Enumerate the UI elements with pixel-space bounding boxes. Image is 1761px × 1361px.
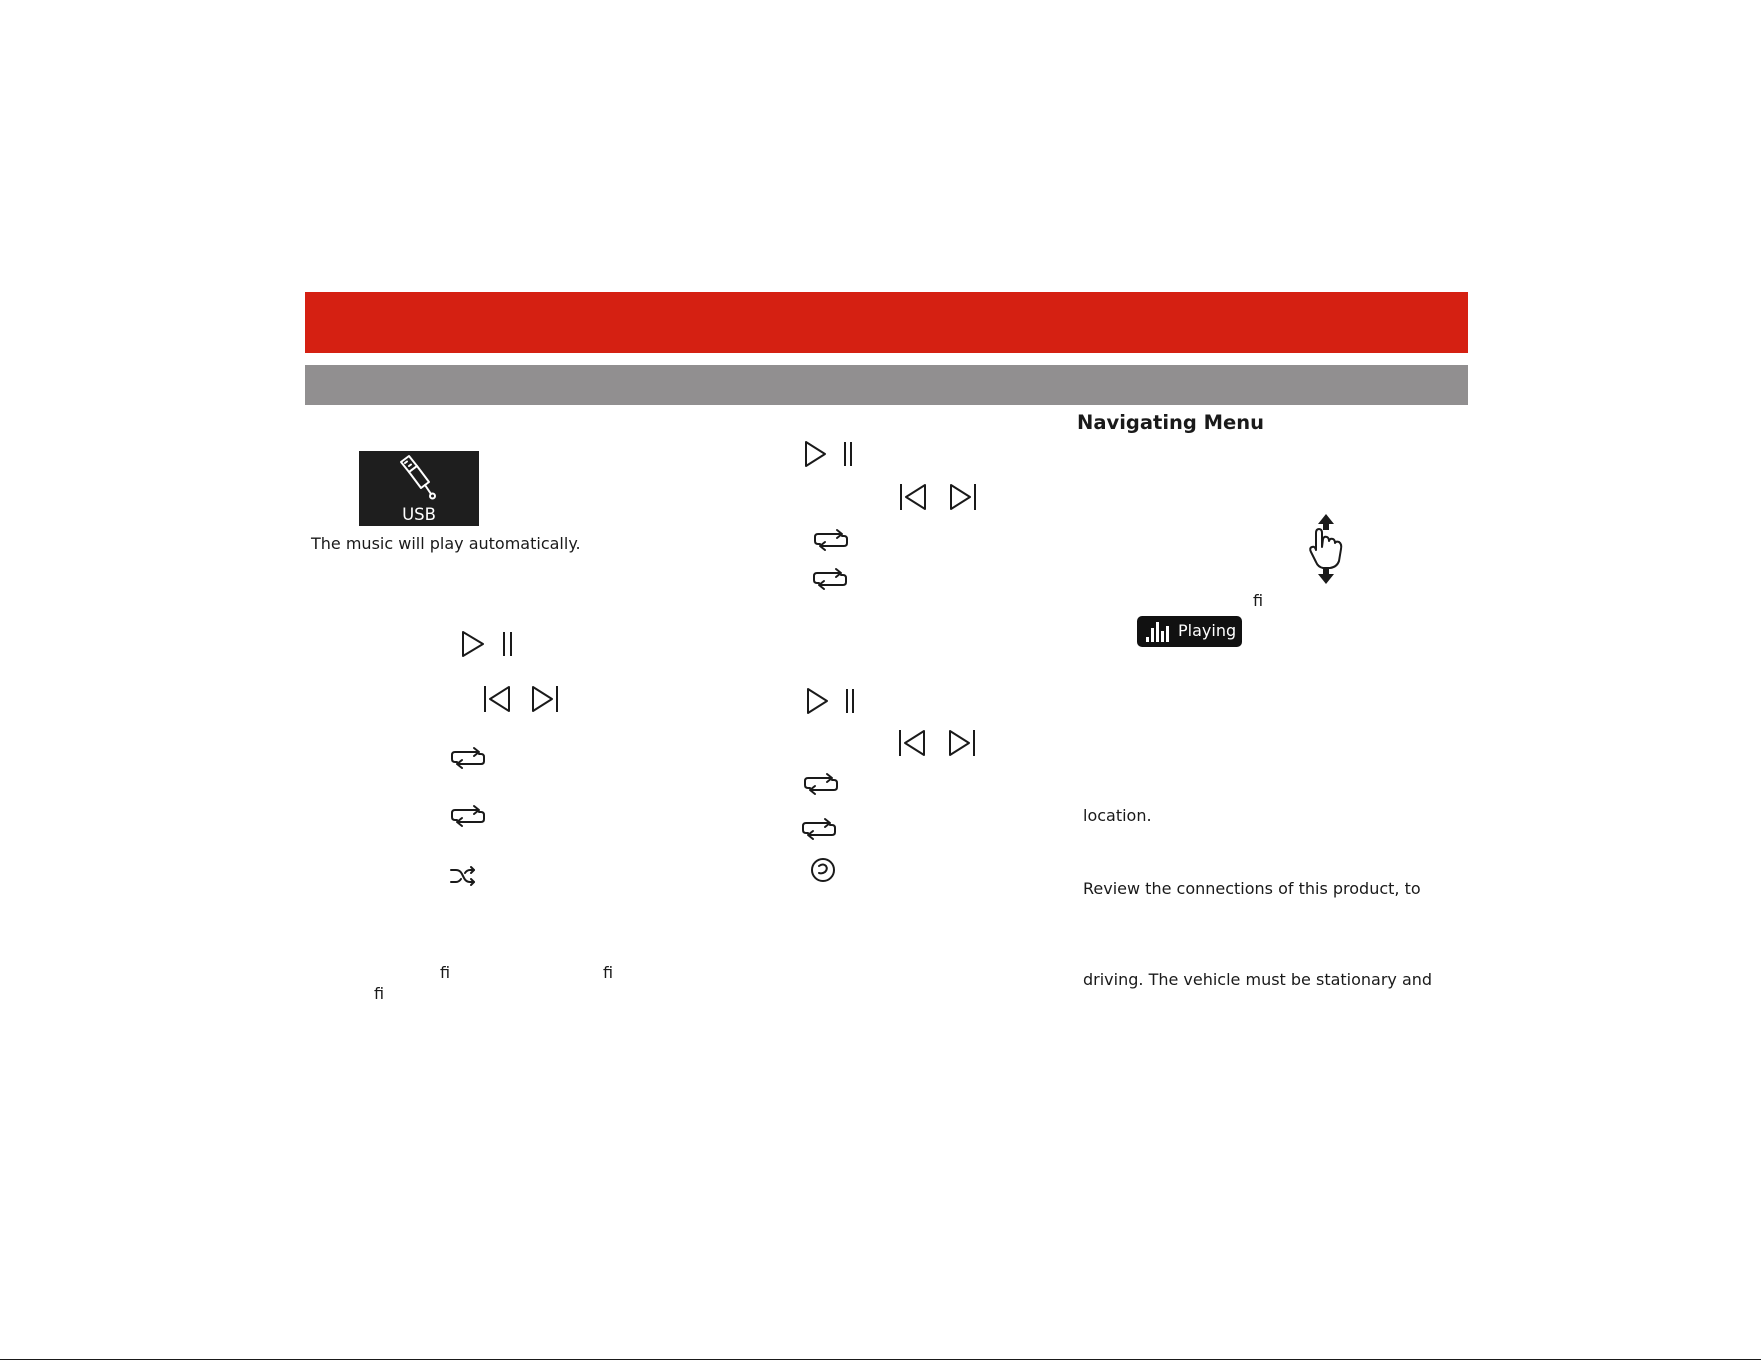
repeat-all-icon — [801, 818, 837, 840]
shuffle-icon — [449, 864, 477, 888]
body-text-line: location. — [1083, 806, 1152, 825]
play-pause-icon — [804, 440, 856, 468]
prev-next-icon — [483, 685, 559, 713]
fi-ligature: ﬁ — [440, 963, 451, 982]
usb-stick-icon — [395, 454, 443, 502]
fi-ligature: ﬁ — [1253, 591, 1264, 610]
play-pause-icon — [806, 687, 858, 715]
auto-play-caption: The music will play automatically. — [311, 534, 581, 553]
body-text-line: Review the connections of this product, to — [1083, 879, 1421, 898]
usb-source-tile — [359, 451, 479, 526]
header-red-banner — [305, 292, 1468, 353]
section-heading: Navigating Menu — [1077, 411, 1265, 434]
fi-ligature: ﬁ — [603, 963, 614, 982]
playing-label: Playing — [1178, 621, 1237, 640]
fi-ligature: ﬁ — [374, 984, 385, 1003]
repeat-all-icon — [450, 805, 486, 827]
usb-label: USB — [402, 505, 436, 524]
body-text-line: driving. The vehicle must be stationary and — [1083, 970, 1433, 989]
repeat-icon — [803, 773, 839, 795]
prev-next-icon — [899, 483, 977, 511]
prev-next-icon — [898, 729, 976, 757]
playing-status-badge — [1137, 616, 1242, 647]
repeat-icon — [450, 747, 486, 769]
repeat-icon — [813, 529, 849, 551]
repeat-all-icon — [812, 568, 848, 590]
random-play-icon — [810, 857, 836, 883]
equalizer-icon — [1146, 622, 1172, 642]
play-pause-icon — [461, 630, 517, 658]
bottom-rule — [0, 1359, 1761, 1360]
swipe-up-down-icon — [1306, 513, 1346, 585]
header-grey-banner — [305, 365, 1468, 405]
